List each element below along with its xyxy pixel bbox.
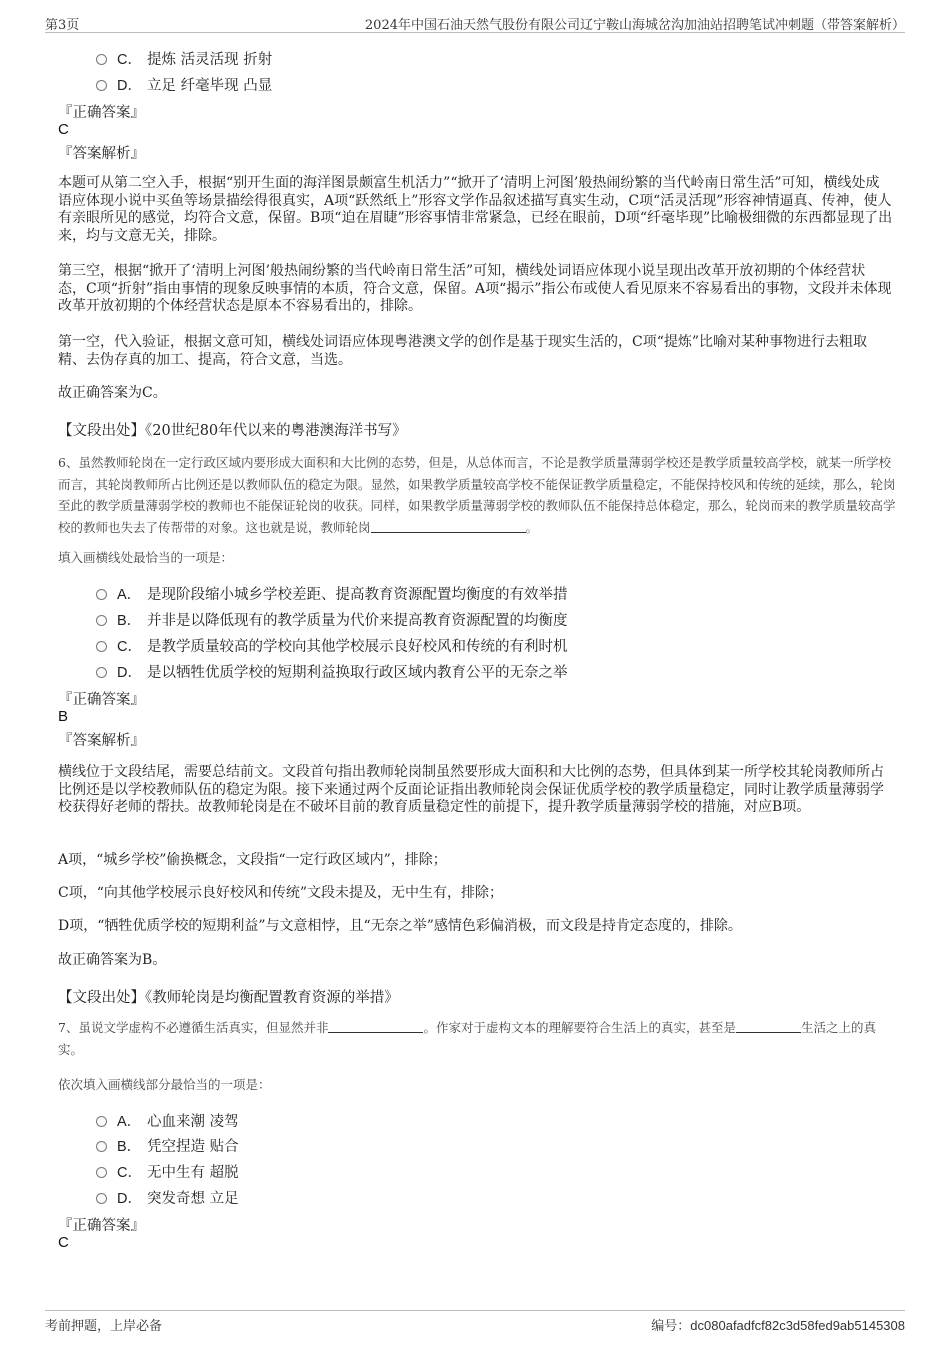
q6-explanation-p3: C项，“向其他学校展示良好校风和传统”文段未提及，无中生有，排除； <box>58 885 504 901</box>
q7-answer-label: 『正确答案』 <box>58 1218 145 1234</box>
document-code: 编号：dc080afadfcf82c3d58fed9ab5145308 <box>651 1318 905 1334</box>
q5-option-c[interactable]: C． 提炼 活灵活现 折射 <box>96 48 272 69</box>
q5-answer: C <box>58 121 69 138</box>
q5-explanation-p1: 本题可从第二空入手，根据“别开生面的海洋图景颇富生机活力”“掀开了‘清明上河图’般热闹纷繁的当代岭南日常生活”可知，横线处成语应体现小说中买鱼等场景描绘得很真实，A项“跃然纸上”形容文学作品叙述描写真实生动，C项“活灵活现”形容神情逼真、传神，使人有亲眼所见的感觉，均符合文意，保留。B项“迫在眉睫”形容事情非常紧急，已经在眼前，D项“纤毫毕现”比喻极细微的东西都显现了出来，均与文意无关，排除。 <box>58 175 893 244</box>
q6-option-c[interactable]: C． 是教学质量较高的学校向其他学校展示良好校风和传统的有利时机 <box>96 635 568 656</box>
q6-explanation-p1: 横线位于文段结尾，需要总结前文。文段首句指出教师轮岗制虽然要形成大面积和大比例的态势，但具体到某一所学校其轮岗教师所占比例还是以学校教师队伍的稳定为限。接下来通过两个反面论证指出教师轮岗会保证优质学校的教学质量稳定，同时让教学质量薄弱学校获得好老师的帮扶。故教师轮岗是在不破坏目前的教育质量稳定性的前提下，提升教学质量薄弱学校的措施，对应B项。 <box>58 764 884 815</box>
radio-icon[interactable] <box>96 80 107 91</box>
radio-icon[interactable] <box>96 641 107 652</box>
document-title: 2024年中国石油天然气股份有限公司辽宁鞍山海城岔沟加油站招聘笔试冲刺题（带答案解析） <box>364 18 905 33</box>
q5-explanation-p4: 故正确答案为C。 <box>58 385 167 401</box>
answer-blank <box>736 1020 801 1033</box>
radio-icon[interactable] <box>96 54 107 65</box>
q6-answer-label: 『正确答案』 <box>58 692 145 708</box>
q6-source: 【文段出处】《教师轮岗是均衡配置教育资源的举措》 <box>58 990 399 1006</box>
q7-option-c[interactable]: C． 无中生有 超脱 <box>96 1161 239 1182</box>
radio-icon[interactable] <box>96 1141 107 1152</box>
q5-explain-label: 『答案解析』 <box>58 146 145 162</box>
q6-explanation-p2: A项，“城乡学校”偷换概念，文段指“一定行政区域内”，排除； <box>58 852 447 868</box>
q5-option-d[interactable]: D． 立足 纤毫毕现 凸显 <box>96 74 272 95</box>
answer-blank <box>328 1020 423 1033</box>
radio-icon[interactable] <box>96 615 107 626</box>
page-footer <box>45 1310 905 1335</box>
page-header <box>45 12 905 33</box>
q6-stem: 6、虽然教师轮岗在一定行政区域内要形成大面积和大比例的态势，但是，从总体而言，不论是教学质量薄弱学校还是教学质量较高学校，就某一所学校而言，其轮岗教师所占比例还是以教师队伍的稳定为限。显然，如果教学质量较高学校不能保证教学质量稳定，不能保持校风和传统的延续，那么，轮岗至此的教学质量薄弱学校的教师也不能保证轮岗的收获。同样，如果教学质量薄弱学校的教师队伍不能保持总体稳定，那么，轮岗而来的教学质量较高学校的教师也失去了传帮带的对象。这也就是说，教师轮岗 。 <box>58 455 896 535</box>
answer-blank <box>371 520 526 533</box>
q7-prompt: 依次填入画横线部分最恰当的一项是： <box>58 1077 271 1092</box>
q6-option-a[interactable]: A． 是现阶段缩小城乡学校差距、提高教育资源配置均衡度的有效举措 <box>96 583 568 604</box>
q6-prompt: 填入画横线处最恰当的一项是： <box>58 550 234 565</box>
q5-source: 【文段出处】《20世纪80年代以来的粤港澳海洋书写》 <box>58 423 407 439</box>
q7-option-d[interactable]: D． 突发奇想 立足 <box>96 1187 239 1208</box>
q5-answer-label: 『正确答案』 <box>58 105 145 121</box>
footer-slogan: 考前押题，上岸必备 <box>45 1319 163 1334</box>
q7-stem: 7、虽说文学虚构不必遵循生活真实，但显然并非 。作家对于虚构文本的理解要符合生活上的真实，甚至是 生活之上的真实。 <box>58 1020 876 1057</box>
radio-icon[interactable] <box>96 1167 107 1178</box>
radio-icon[interactable] <box>96 1116 107 1127</box>
q6-explain-label: 『答案解析』 <box>58 733 145 749</box>
radio-icon[interactable] <box>96 1193 107 1204</box>
q6-answer: B <box>58 708 69 725</box>
page-number: 第3页 <box>45 18 80 33</box>
q6-explanation-p4: D项，“牺牲优质学校的短期利益”与文意相悖，且“无奈之举”感情色彩偏消极，而文段是持肯定态度的，排除。 <box>58 918 742 934</box>
radio-icon[interactable] <box>96 667 107 678</box>
q6-explanation-p5: 故正确答案为B。 <box>58 952 167 968</box>
q7-answer: C <box>58 1234 69 1251</box>
q5-explanation-p2: 第三空，根据“掀开了‘清明上河图’般热闹纷繁的当代岭南日常生活”可知，横线处词语应体现小说呈现出改革开放初期的个体经营状态，C项“折射”指由事情的现象反映事情的本质，符合文意，保留。A项“揭示”指公布或使人看见原来不容易看出的事物，文段并未体现改革开放初期的个体经营状态是原本不容易看出的，排除。 <box>58 263 892 314</box>
q7-option-a[interactable]: A． 心血来潮 凌驾 <box>96 1110 239 1131</box>
q5-explanation-p3: 第一空，代入验证，根据文意可知，横线处词语应体现粤港澳文学的创作是基于现实生活的，C项“提炼”比喻对某种事物进行去粗取精、去伪存真的加工、提高，符合文意，当选。 <box>58 334 868 368</box>
q7-option-b[interactable]: B． 凭空捏造 贴合 <box>96 1135 239 1156</box>
q6-option-d[interactable]: D． 是以牺牲优质学校的短期利益换取行政区域内教育公平的无奈之举 <box>96 661 568 682</box>
radio-icon[interactable] <box>96 589 107 600</box>
q6-option-b[interactable]: B． 并非是以降低现有的教学质量为代价来提高教育资源配置的均衡度 <box>96 609 568 630</box>
